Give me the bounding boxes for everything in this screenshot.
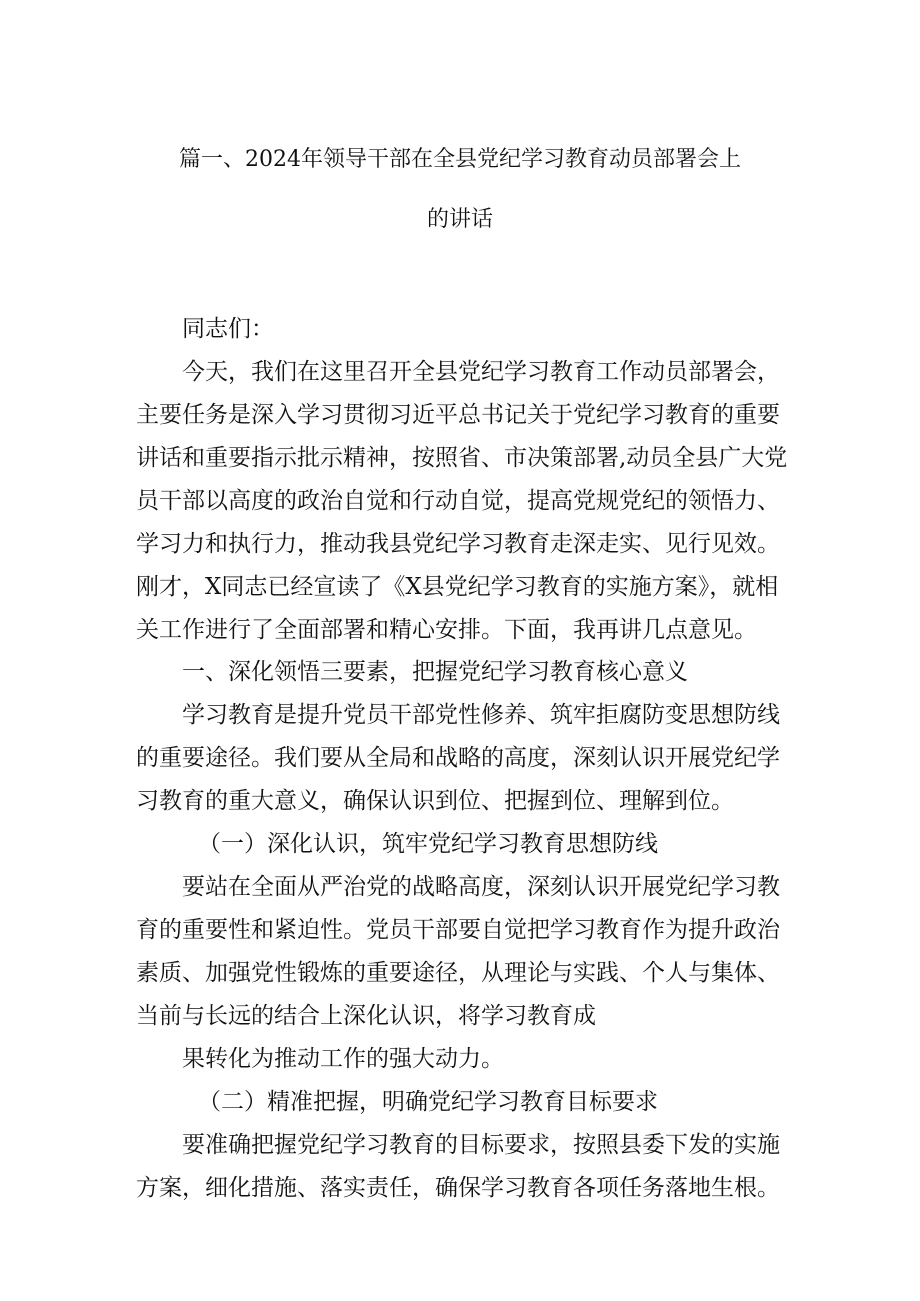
- subsection-heading: （一）深化认识，筑牢党纪学习教育思想防线: [198, 831, 658, 857]
- paragraph-line: 学习力和执行力，推动我县党纪学习教育走深走实、见行见效。: [136, 531, 780, 557]
- section-heading: 一、深化领悟三要素，把握党纪学习教育核心意义: [182, 659, 688, 685]
- salutation: 同志们：: [182, 316, 274, 342]
- paragraph-line: 讲话和重要指示批示精神，按照省、市决策部署,动员全县广大党: [136, 445, 788, 471]
- subsection-heading: （二）精准把握，明确党纪学习教育目标要求: [198, 1089, 658, 1115]
- document-title-line-1: 篇一、2024年领导干部在全县党纪学习教育动员部署会上: [179, 147, 741, 172]
- paragraph-line: 果转化为推动工作的强大动力。: [182, 1046, 504, 1072]
- paragraph-line: 要站在全面从严治党的战略高度，深刻认识开展党纪学习教: [182, 874, 780, 900]
- paragraph-line: 主要任务是深入学习贯彻习近平总书记关于党纪学习教育的重要: [136, 402, 780, 428]
- paragraph-line: 要准确把握党纪学习教育的目标要求，按照县委下发的实施: [182, 1132, 780, 1158]
- paragraph-line: 刚才，X同志已经宣读了《X县党纪学习教育的实施方案》，就相: [136, 574, 779, 600]
- paragraph-line: 员干部以高度的政治自觉和行动自觉，提高党规党纪的领悟力、: [136, 488, 780, 514]
- paragraph-line: 育的重要性和紧迫性。党员干部要自觉把学习教育作为提升政治: [136, 917, 780, 943]
- paragraph-line: 关工作进行了全面部署和精心安排。下面，我再讲几点意见。: [136, 617, 757, 643]
- paragraph-line: 习教育的重大意义，确保认识到位、把握到位、理解到位。: [136, 788, 734, 814]
- paragraph-line: 的重要途径。我们要从全局和战略的高度，深刻认识开展党纪学: [136, 745, 780, 771]
- document-title-line-2: 的讲话: [426, 207, 493, 232]
- paragraph-line: 素质、加强党性锻炼的重要途径，从理论与实践、个人与集体、: [136, 960, 780, 986]
- paragraph-line: 当前与长远的结合上深化认识，将学习教育成: [136, 1003, 596, 1029]
- paragraph-line: 今天，我们在这里召开全县党纪学习教育工作动员部署会，: [182, 359, 780, 385]
- paragraph-line: 方案，细化措施、落实责任，确保学习教育各项任务落地生根。: [136, 1175, 780, 1201]
- paragraph-line: 学习教育是提升党员干部党性修养、筑牢拒腐防变思想防线: [182, 702, 780, 728]
